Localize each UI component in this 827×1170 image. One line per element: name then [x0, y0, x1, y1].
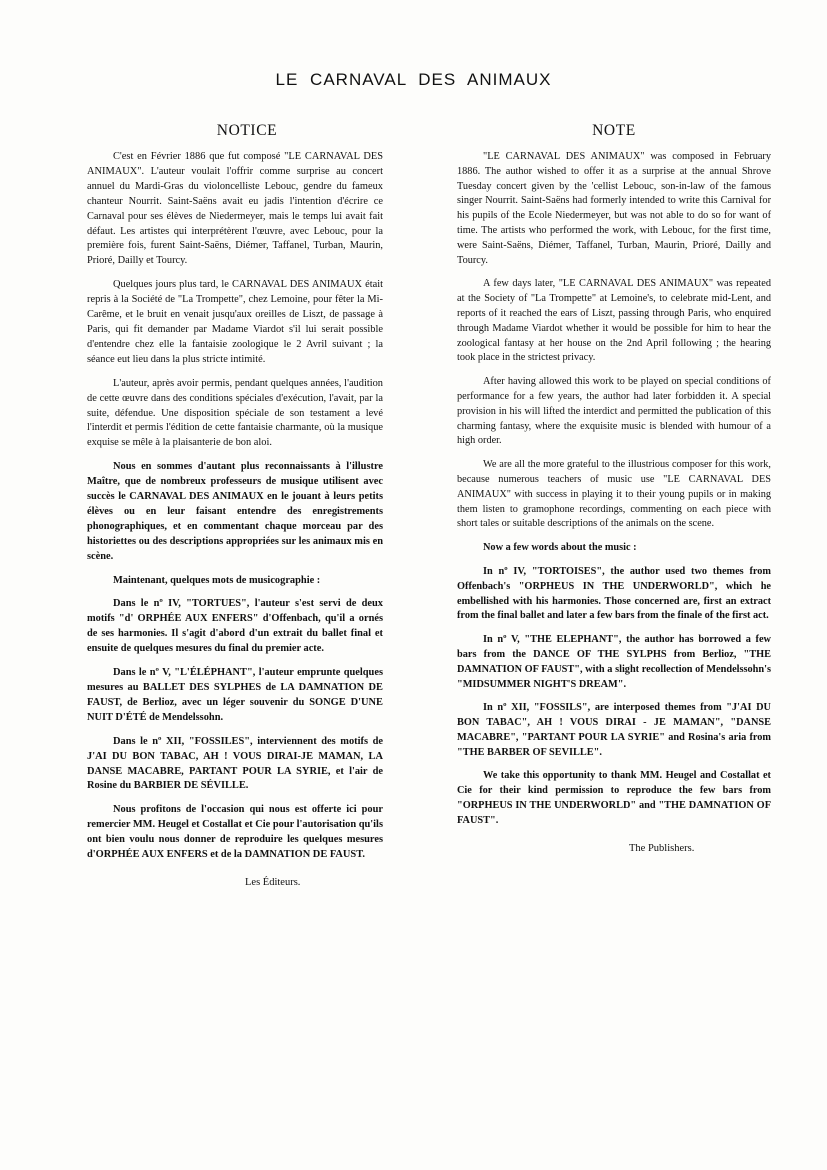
- notice-heading: NOTICE: [216, 122, 278, 139]
- notice-paragraph-9: Nous profitons de l'occasion qui nous est offerte ici pour remercier MM. Heugel et Costallat et Cie pour l'autorisation qu'ils ont bien voulu nous donner de reproduire les quelques mesures d'ORPHÉE AUX ENFERS et de la DAMNATION DE FAUST.: [87, 804, 383, 861]
- notice-paragraph-7: Dans le nº V, "L'ÉLÉPHANT", l'auteur emprunte quelques mesures au BALLET DES SYLPHES de LA DAMNATION DE FAUST, de Berlioz, avec un léger souvenir du SONGE D'UNE NUIT D'ÉTÉ de Mendelssohn.: [87, 667, 383, 723]
- page-title: LE CARNAVAL DES ANIMAUX: [275, 70, 552, 89]
- note-paragraph-5: Now a few words about the music :: [483, 542, 637, 554]
- notice-column-french: [87, 122, 383, 888]
- note-paragraph-7: In nº V, "THE ELEPHANT", the author has borrowed a few bars from the DANCE OF THE SYLPHS from Berlioz, "THE DAMNATION OF FAUST", with a slight recollection of Mendelssohn's "MIDSUMMER NIGHT'S DREAM".: [457, 634, 771, 690]
- note-column-english: [457, 122, 771, 854]
- note-paragraph-9: We take this opportunity to thank MM. Heugel and Costallat et Cie for their kind permission to reproduce the few bars from "ORPHEUS IN THE UNDERWORLD" and "THE DAMNATION OF FAUST".: [457, 770, 771, 826]
- note-paragraph-1: "LE CARNAVAL DES ANIMAUX" was composed in February 1886. The author wished to offer it as a surprise at the annual Shrove Tuesday concert given by the 'cellist Lebouc, son-in-law of the famous singer Nourrit. Saint-Saëns had formerly intended to write this Carnival for his pupils of the Ecole Niedermeyer, but was not able to do so for want of time. The artists who performed the work, with Lebouc, for the first time, were Saint-Saëns, Diémer, Taffanel, Turban, Maurin, Prioré, Dailly and Tourcy.: [457, 151, 771, 266]
- notice-paragraph-6: Dans le nº IV, "TORTUES", l'auteur s'est servi de deux motifs "d' ORPHÉE AUX ENFERS" d'Offenbach, qu'il a ornés de ses harmonies. Il s'agit d'abord d'un extrait du ballet final et ensuite de quelques mesures du final du premier acte.: [87, 598, 383, 655]
- note-paragraph-6: In nº IV, "TORTOISES", the author used two themes from Offenbach's "ORPHEUS IN THE UNDERWORLD", which he embellished with his harmonies. Those concerned are, first an extract from the final ballet and later a few bars from the finale of the first act.: [457, 565, 771, 622]
- notice-paragraph-5: Maintenant, quelques mots de musicographie :: [113, 574, 321, 586]
- note-paragraph-8: In nº XII, "FOSSILS", are interposed themes from "J'AI DU BON TABAC", AH ! VOUS DIRAI - JE MAMAN", "DANSE MACABRE", "PARTANT POUR LA SYRIE" and Rosina's aria from "THE BARBER OF SEVILLE".: [457, 702, 771, 758]
- note-paragraph-4: We are all the more grateful to the illustrious composer for this work, because numerous teachers of music use "LE CARNAVAL DES ANIMAUX" with success in playing it to their young pupils or in making them listen to gramophone recordings, commenting on each piece with short tales or suitable descriptions of the animals on the scene.: [457, 459, 771, 530]
- notice-paragraph-4: Nous en sommes d'autant plus reconnaissants à l'illustre Maître, que de nombreux professeurs de musique utilisent avec succès le CARNAVAL DES ANIMAUX en le jouant à leurs petits élèves ou en leur faisant entendre des enregistrements phonographiques, et en commentant chaque morceau par des historiettes ou des descriptions appropriées sur les animaux mis en scène.: [87, 461, 383, 562]
- note-paragraph-2: A few days later, "LE CARNAVAL DES ANIMAUX" was repeated at the Society of "La Trompette" at Lemoine's, to celebrate mid-Lent, and reports of it reached the ears of Liszt, passing through Paris, who enquired through Madame Viardot whether it would be possible for him to hear the zoological fantasy at her house on the 2nd April following ; the hearing took place in the strictest privacy.: [457, 278, 771, 364]
- note-signature: The Publishers.: [629, 842, 695, 854]
- notice-signature: Les Éditeurs.: [245, 876, 301, 888]
- notice-paragraph-2: Quelques jours plus tard, le CARNAVAL DES ANIMAUX était repris à la Société de "La Trompette", chez Lemoine, pour fêter la Mi-Carême, et le bruit en venait jusqu'aux oreilles de Liszt, de passage à Paris, qui fit demander par Madame Viardot s'il lui serait possible d'entendre chez elle la fantaisie zoologique le 2 Avril suivant ; la séance eut lieu dans la plus stricte intimité.: [87, 279, 383, 365]
- note-heading: NOTE: [592, 122, 636, 139]
- notice-paragraph-1: C'est en Février 1886 que fut composé "LE CARNAVAL DES ANIMAUX". L'auteur voulait l'offrir comme surprise au concert annuel du Mardi-Gras du violoncelliste Lebouc, gendre du fameux chanteur Nourrit. Saint-Saëns avait eu jadis l'intention d'écrire ce Carnaval pour ses élèves de Niedermeyer, mais le temps lui avait fait défaut. Les artistes qui interprétèrent l'œuvre, avec Lebouc, pour la première fois, furent Saint-Saëns, Diémer, Taffanel, Turban, Maurin, Prioré, Dailly et Tourcy.: [87, 151, 383, 267]
- notice-paragraph-8: Dans le nº XII, "FOSSILES", interviennent des motifs de J'AI DU BON TABAC, AH ! VOUS DIRAI-JE MAMAN, LA DANSE MACABRE, PARTANT POUR LA SYRIE, et l'air de Rosine du BARBIER DE SÉVILLE.: [87, 735, 383, 792]
- notice-paragraph-3: L'auteur, après avoir permis, pendant quelques années, l'audition de cette œuvre dans des conditions spéciales d'exécution, l'avait, par la suite, défendue. Une disposition spéciale de son testament a levé l'interdit et permis l'édition de cette fantaisie charmante, où la musique exquise se mêle à la plaisanterie de bon aloi.: [87, 377, 383, 449]
- note-paragraph-3: After having allowed this work to be played on special conditions of performance for a few years, the author had later forbidden it. A special provision in his will lifted the interdict and permitted the publication of this charming fantasy, where the exquisite music is blended with humour of a high order.: [457, 376, 771, 447]
